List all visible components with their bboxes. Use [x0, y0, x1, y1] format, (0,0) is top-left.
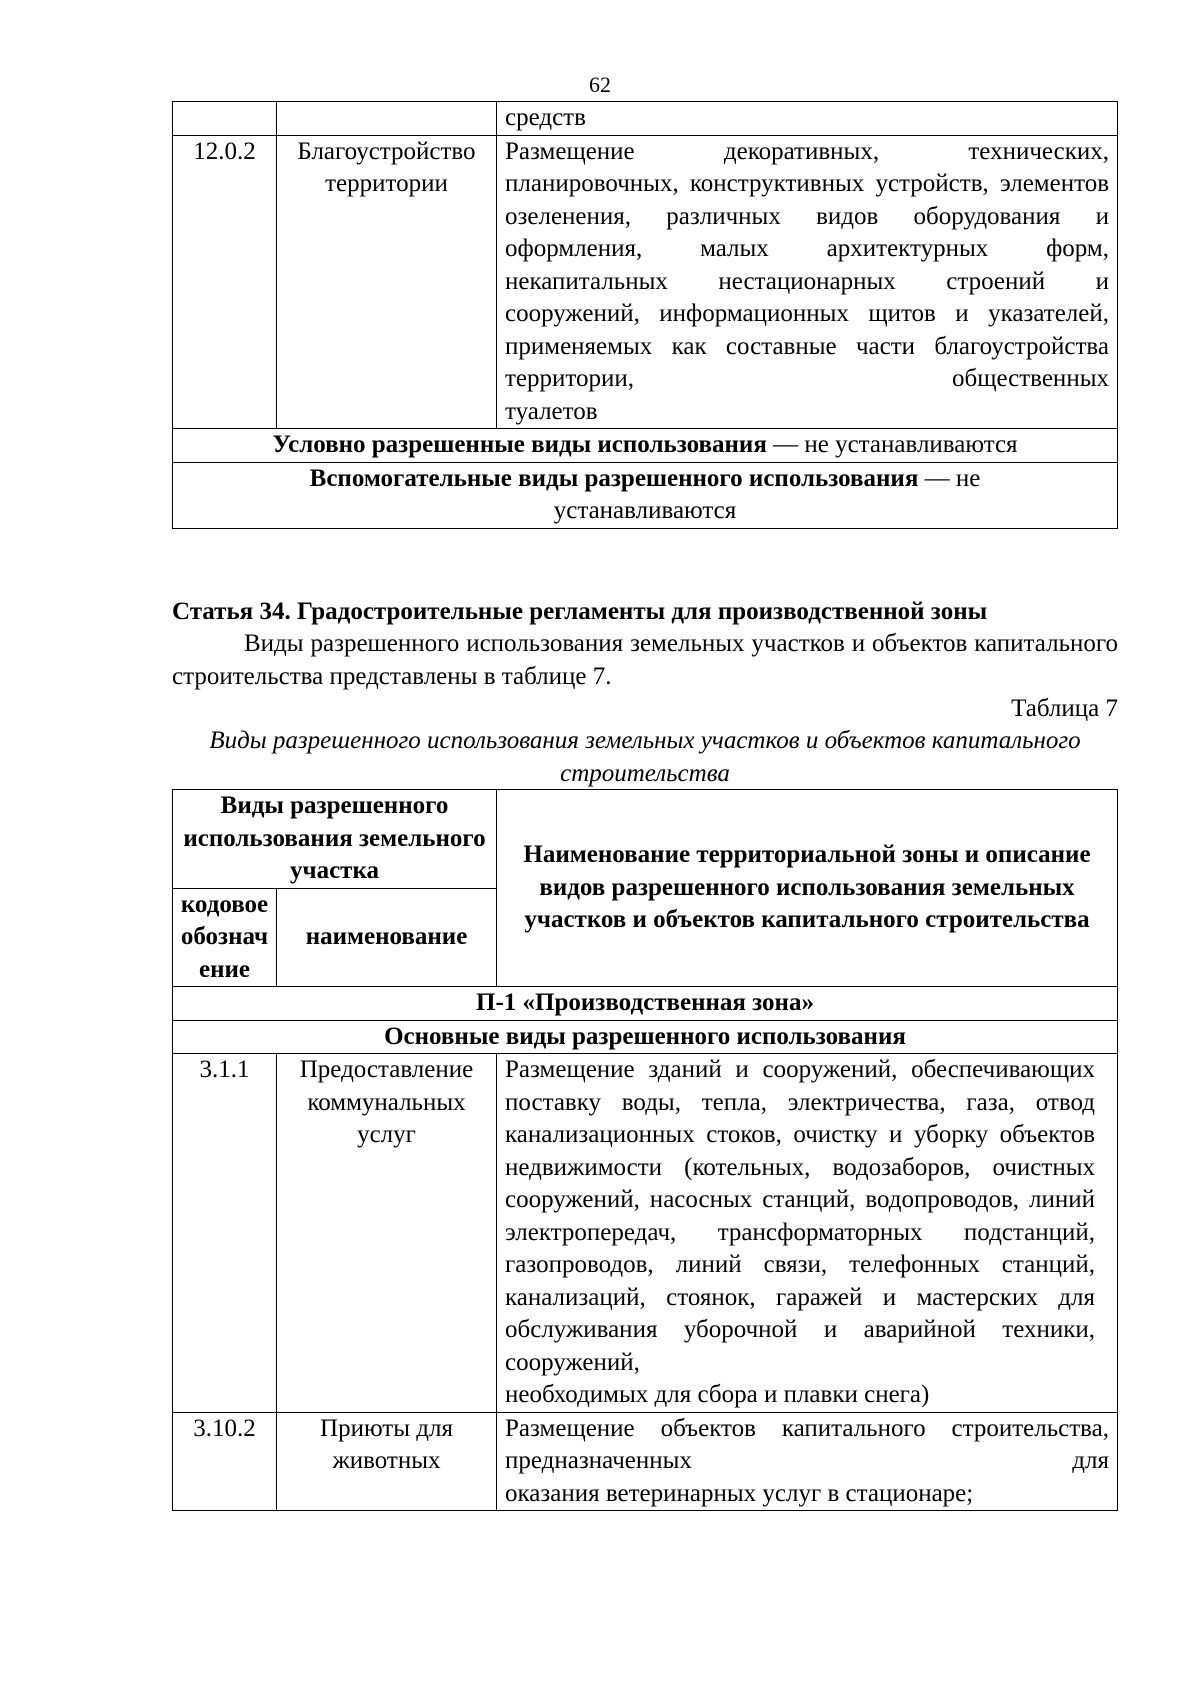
auxiliary-uses-label: Вспомогательные виды разрешенного использования [309, 464, 919, 492]
code-cell [173, 102, 277, 136]
table-number: Таблица 7 [1011, 695, 1118, 722]
code-cell: 3.10.2 [173, 1412, 277, 1511]
header-code-cell: кодовое обозначение [173, 888, 277, 987]
section-row [173, 1020, 1118, 1054]
description-text: Размещение объектов капитального строительства, предназначенных для [505, 1414, 1109, 1474]
table-row [173, 1054, 1118, 1413]
description-cell [497, 1412, 1118, 1511]
header-row [173, 790, 1118, 889]
land-use-table-7 [172, 789, 1118, 1511]
table-row [173, 1412, 1118, 1511]
code-cell: 12.0.2 [173, 135, 277, 429]
name-cell [277, 102, 497, 136]
main-uses-title: Основные виды разрешенного использования [173, 1020, 1118, 1054]
land-use-table-continued [172, 101, 1118, 529]
header-description-cell: Наименование территориальной зоны и описание видов разрешенного использования земельных участков и объектов капитального строительства [497, 790, 1118, 987]
table-row [173, 102, 1118, 136]
auxiliary-uses-status: — не устанавливаются [553, 464, 981, 524]
description-cell: средств [497, 102, 1118, 136]
name-cell: Приюты для животных [277, 1412, 497, 1511]
table-row [173, 462, 1118, 528]
conditional-uses-row [173, 429, 1118, 463]
article-heading: Статья 34. Градостроительные регламенты для производственной зоны [172, 598, 988, 625]
table-row [173, 429, 1118, 463]
description-last-line: туалетов [505, 397, 598, 425]
auxiliary-uses-row [173, 462, 1118, 528]
header-name-cell: наименование [277, 888, 497, 987]
description-text: Размещение декоративных, технических, планировочных, конструктивных устройств, элементов озеленения, различных видов оборудования и оформления, малых архитектурных форм, некапитальных нестационарных строений и сооружений, информационных щитов и указателей, применяемых как составные части благоустройства территории, общественных [505, 137, 1109, 392]
description-last-line: оказания ветеринарных услуг в стационаре; [505, 1479, 974, 1507]
conditional-uses-label: Условно разрешенные виды использования [272, 431, 767, 458]
description-cell [497, 135, 1118, 429]
article-paragraph: Виды разрешенного использования земельных участков и объектов капитального строительства представлены в таблице 7. [172, 630, 1118, 690]
name-cell: Благоустройство территории [277, 135, 497, 429]
table-caption: Виды разрешенного использования земельных участков и объектов капитального строительства [209, 727, 1081, 787]
description-last-line: необходимых для сбора и плавки снега) [505, 1381, 930, 1408]
description-cell [497, 1054, 1118, 1413]
conditional-uses-status: — не устанавливаются [766, 431, 1018, 458]
description-text: Размещение зданий и сооружений, обеспечивающих поставку воды, тепла, электричества, газа, отвод канализационных стоков, очистку и уборку объектов недвижимости (котельных, водозаборов, очистных сооружений, насосных станций, водопроводов, линий электропередач, трансформаторных подстанций, газопроводов, линий связи, телефонных станций, канализаций, стоянок, гаражей и мастерских для обслуживания уборочной и аварийной техники, сооружений, [505, 1056, 1095, 1376]
page-number: 62 [589, 72, 611, 97]
table-row [173, 135, 1118, 429]
header-group-cell: Виды разрешенного использования земельного участка [173, 790, 497, 889]
zone-title: П-1 «Производственная зона» [173, 987, 1118, 1021]
zone-row [173, 987, 1118, 1021]
code-cell: 3.1.1 [173, 1054, 277, 1413]
name-cell: Предоставление коммунальных услуг [277, 1054, 497, 1413]
